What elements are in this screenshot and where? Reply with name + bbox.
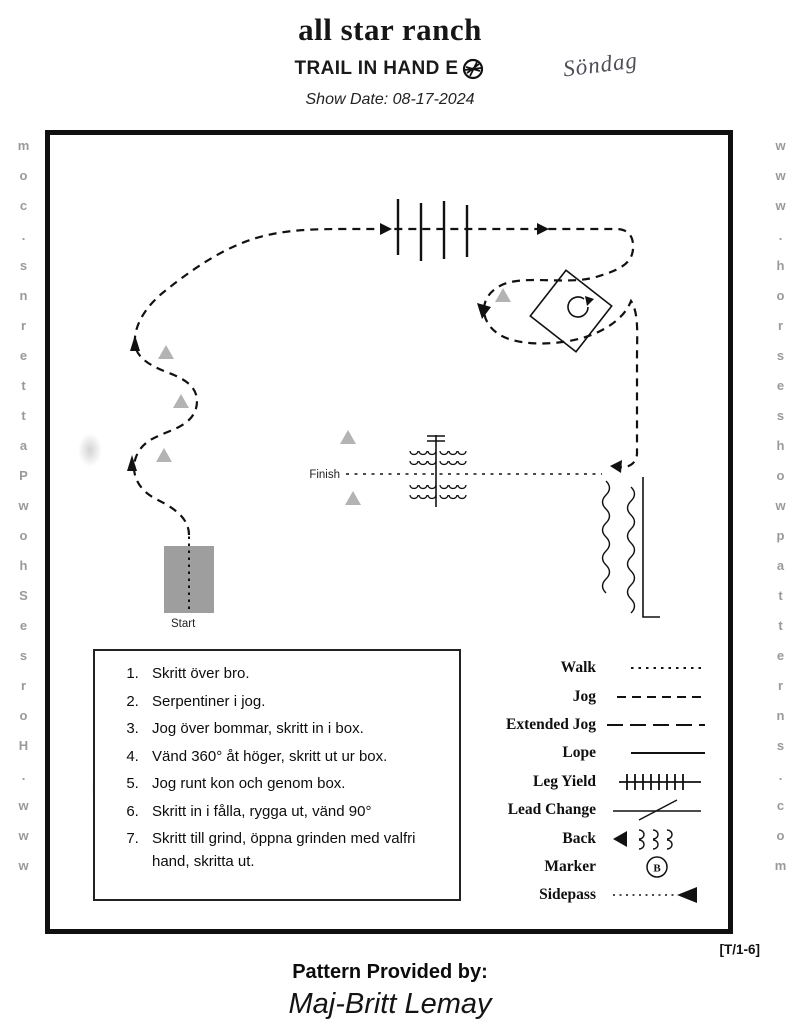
legend-row-lead-change: Lead Change xyxy=(472,796,710,824)
legend-row-jog: Jog xyxy=(472,682,710,710)
handwritten-note: Söndag xyxy=(561,47,640,82)
gait-legend xyxy=(472,654,710,910)
cone xyxy=(158,345,174,359)
walk-line-symbol xyxy=(605,656,710,680)
jog-line-symbol xyxy=(605,685,710,709)
instruction-item: 3. Jog över bommar, skritt in i box. xyxy=(143,718,449,741)
serpentine-arrow-icon xyxy=(130,335,140,351)
gate-chain-right xyxy=(628,487,635,613)
page-header xyxy=(45,8,735,109)
instruction-item: 1. Skritt över bro. xyxy=(143,663,449,686)
lead-change-symbol xyxy=(605,798,710,822)
legend-row-back: Back xyxy=(472,824,710,852)
provided-by-name: Maj-Britt Lemay xyxy=(288,988,492,1020)
watermark-right: www.horseshowpatterns.com xyxy=(773,138,788,888)
ranch-title: all star ranch xyxy=(298,12,482,47)
cone xyxy=(340,430,356,444)
gate-entry-arrow-icon xyxy=(610,460,622,473)
scribbled-class-number-icon xyxy=(461,57,485,81)
turn-360-arrowhead-icon xyxy=(585,296,594,306)
sidepass-symbol xyxy=(605,883,710,907)
pattern-instructions xyxy=(93,649,461,901)
instruction-item: 2. Serpentiner i jog. xyxy=(143,691,449,714)
instruction-item: 7. Skritt till grind, öppna grinden med valfri hand, skritta ut. xyxy=(143,828,449,873)
turn-box-obstacle xyxy=(530,270,611,351)
instruction-list xyxy=(99,663,449,873)
gate-obstacle xyxy=(603,477,661,617)
start-label: Start xyxy=(171,618,196,630)
pattern-code: [T/1-6] xyxy=(719,942,760,957)
back-symbol xyxy=(605,827,710,851)
provided-by-label: Pattern Provided by: xyxy=(292,961,488,983)
pattern-diagram-box xyxy=(45,130,733,934)
legend-row-walk: Walk xyxy=(472,654,710,682)
class-title: TRAIL IN HAND E xyxy=(294,58,459,79)
extended-jog-line-symbol xyxy=(605,713,710,737)
cone xyxy=(345,491,361,505)
top-rail-arrow-icon xyxy=(537,223,549,235)
legend-row-sidepass: Sidepass xyxy=(472,881,710,909)
leg-yield-symbol xyxy=(605,770,710,794)
poles-approach-arrow-icon xyxy=(380,223,392,235)
legend-row-lope: Lope xyxy=(472,739,710,767)
instruction-item: 5. Jog runt kon och genom box. xyxy=(143,773,449,796)
legend-row-marker: Marker B xyxy=(472,853,710,881)
show-date: Show Date: 08-17-2024 xyxy=(305,91,475,108)
cone xyxy=(173,394,189,408)
finish-label: Finish xyxy=(309,469,340,481)
instruction-item: 6. Skritt in i fålla, rygga ut, vänd 90° xyxy=(143,801,449,824)
gate-chain-left xyxy=(603,481,610,593)
marker-letter: B xyxy=(653,862,661,875)
legend-row-leg-yield: Leg Yield xyxy=(472,768,710,796)
gate-post-rail xyxy=(643,477,660,617)
back-through-obstacle xyxy=(410,435,466,507)
cone xyxy=(495,288,511,302)
instruction-item: 4. Vänd 360° åt höger, skritt ut ur box. xyxy=(143,746,449,769)
legend-row-extended-jog: Extended Jog xyxy=(472,711,710,739)
cone xyxy=(156,448,172,462)
lope-line-symbol xyxy=(605,741,710,765)
direction-arrows xyxy=(127,223,622,473)
marker-symbol xyxy=(605,855,710,879)
turn-360-arrow-icon xyxy=(568,297,588,317)
watermark-left: moc.snrettaPwohSesroH.www xyxy=(16,138,31,888)
